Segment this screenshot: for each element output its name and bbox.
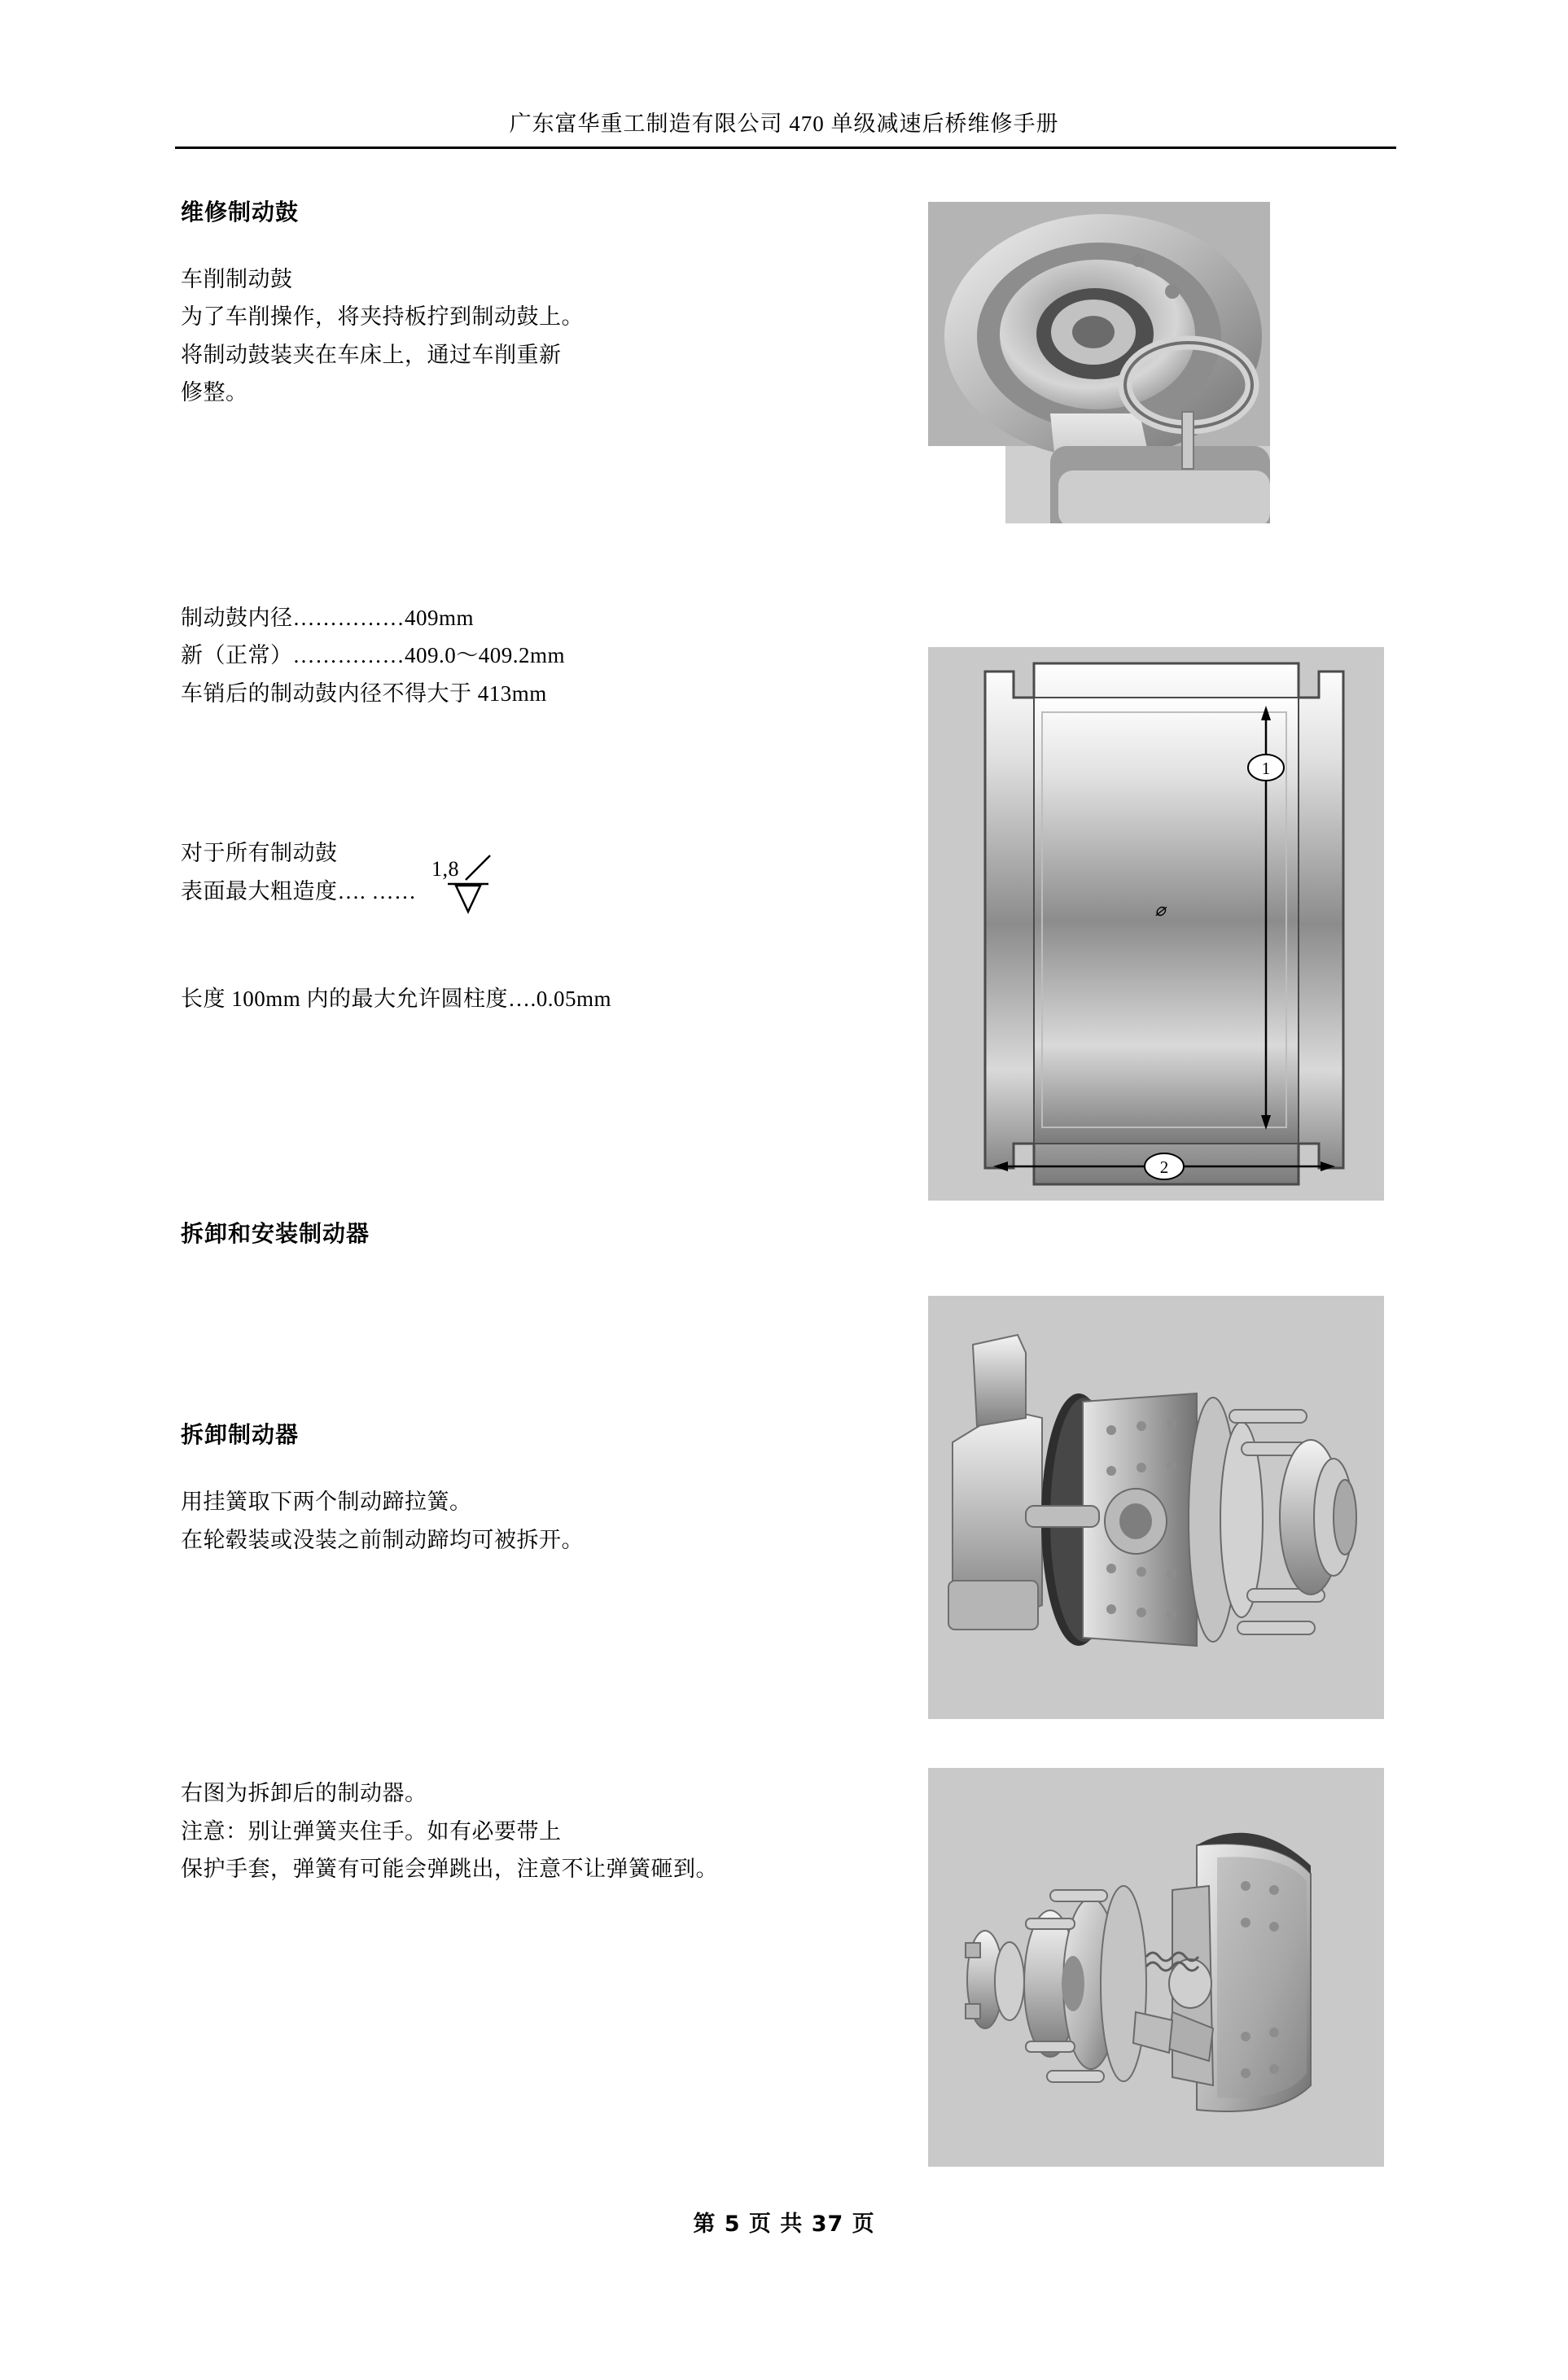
spacer bbox=[181, 712, 913, 834]
text-line: 长度 100mm 内的最大允许圆柱度….0.05mm bbox=[181, 986, 612, 1011]
header-divider bbox=[175, 147, 1396, 149]
spacer bbox=[181, 910, 913, 980]
text-line: 用挂簧取下两个制动蹄拉簧。 bbox=[181, 1490, 472, 1515]
spacer bbox=[181, 1251, 913, 1418]
text-line: 保护手套，弹簧有可能会弹跳出，注意不让弹簧砸到。 bbox=[181, 1857, 718, 1882]
text-line: 为了车削操作，将夹持板拧到制动鼓上。 bbox=[181, 304, 584, 330]
section-heading-remove-install-brake: 拆卸和安装制动器 bbox=[181, 1220, 370, 1248]
section-heading-repair-drum: 维修制动鼓 bbox=[181, 199, 300, 225]
text-line: 将制动鼓装夹在车床上，通过车削重新 bbox=[181, 342, 562, 367]
paragraph-roughness bbox=[181, 834, 913, 910]
text-line: 车销后的制动鼓内径不得大于 413mm bbox=[181, 680, 547, 706]
figure-brake-drum-section bbox=[928, 647, 1384, 1201]
center-symbol: ⌀ bbox=[1154, 899, 1166, 920]
text-line: 新（正常）……………409.0～409.2mm bbox=[181, 643, 566, 668]
figure-brake-drum-photo bbox=[928, 202, 1270, 568]
brake-exploded-graphic bbox=[928, 1768, 1384, 2167]
text-line: 在轮毂装或没装之前制动蹄均可被拆开。 bbox=[181, 1527, 584, 1552]
text-line: 对于所有制动鼓 bbox=[181, 841, 338, 866]
text-line: 修整。 bbox=[181, 380, 248, 405]
figure-brake-exploded bbox=[928, 1768, 1384, 2167]
text-line: 表面最大粗造度…. …… bbox=[181, 878, 417, 903]
callout-1-text: 1 bbox=[1261, 759, 1271, 778]
paragraph-cylindricity bbox=[181, 980, 913, 1017]
paragraph-remove-brake bbox=[181, 1483, 913, 1559]
roughness-row bbox=[181, 856, 913, 910]
paragraph-drum-dimensions bbox=[181, 599, 913, 712]
text-line: 右图为拆卸后的制动器。 bbox=[181, 1781, 427, 1806]
spacer bbox=[181, 230, 913, 260]
figure-axle-assembly bbox=[928, 1296, 1384, 1719]
text-column bbox=[181, 195, 913, 1888]
roughness-value-text: 1,8 bbox=[431, 856, 459, 881]
text-line: 注意：别让弹簧夹住手。如有必要带上 bbox=[181, 1818, 562, 1844]
text-line: 车削制动鼓 bbox=[181, 267, 293, 291]
brake-drum-section-graphic bbox=[928, 647, 1384, 1201]
section-heading-remove-brake: 拆卸制动器 bbox=[181, 1421, 300, 1449]
paragraph-caution bbox=[181, 1774, 913, 1888]
page-footer: 第 5 页 共 37 页 bbox=[693, 2212, 875, 2237]
spacer bbox=[181, 1017, 913, 1217]
text-line: 制动鼓内径……………409mm bbox=[181, 605, 475, 630]
page-header: 广东富华重工制造有限公司 470 单级减速后桥维修手册 bbox=[509, 112, 1059, 136]
roughness-icon bbox=[425, 853, 515, 918]
axle-assembly-graphic bbox=[928, 1296, 1384, 1719]
brake-drum-photo-graphic bbox=[928, 202, 1270, 568]
callout-2-text: 2 bbox=[1159, 1157, 1169, 1177]
spacer bbox=[181, 412, 913, 599]
paragraph-repair-drum bbox=[181, 260, 913, 412]
spacer bbox=[181, 1559, 913, 1774]
surface-roughness-symbol bbox=[417, 856, 515, 910]
spacer bbox=[181, 1452, 913, 1483]
